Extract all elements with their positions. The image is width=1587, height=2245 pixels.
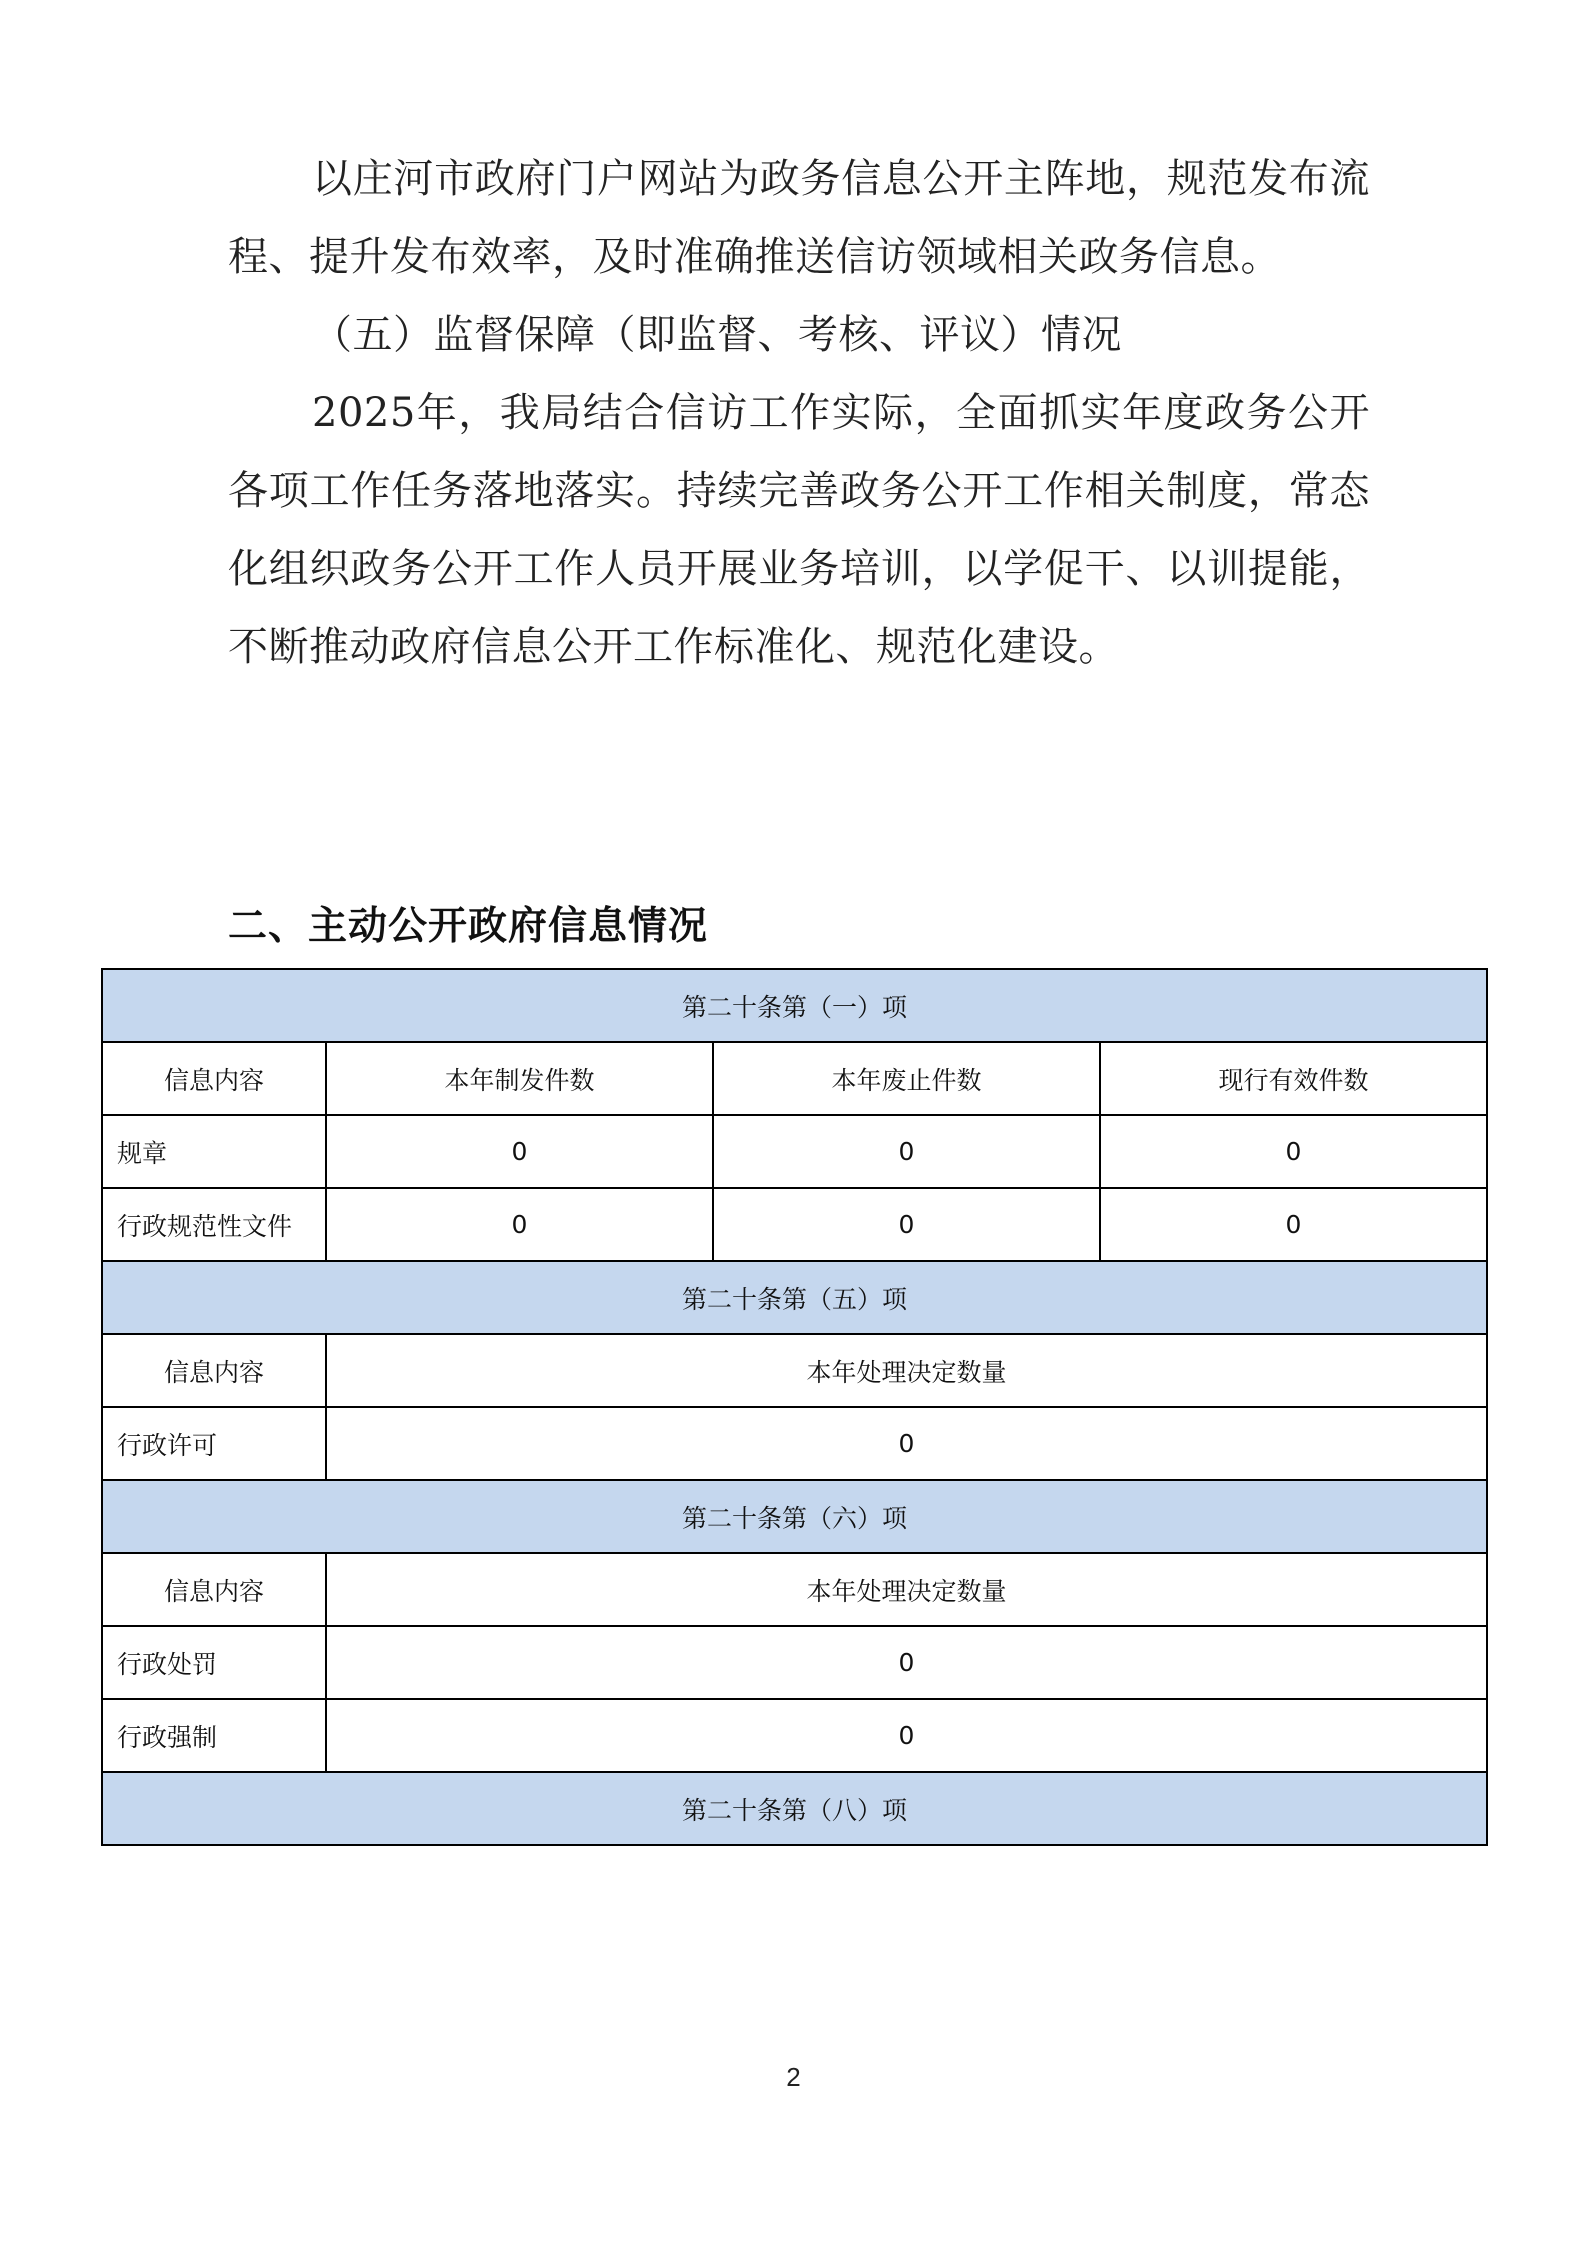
table-row	[102, 1407, 1487, 1480]
cell-admin-penalty-count: 0	[326, 1626, 1487, 1699]
table-row	[102, 1115, 1487, 1188]
section-band-article-20-8: 第二十条第（八）项	[102, 1772, 1487, 1845]
table-row	[102, 1188, 1487, 1261]
cell-admin-license-count: 0	[326, 1407, 1487, 1480]
cell-regulations-effective: 0	[1100, 1115, 1487, 1188]
column-header-info-content-2: 信息内容	[102, 1334, 326, 1407]
proactive-disclosure-table-wrapper	[101, 968, 1486, 1846]
table-row	[102, 1553, 1487, 1626]
cell-normative-repealed: 0	[713, 1188, 1100, 1261]
column-header-effective-count: 现行有效件数	[1100, 1042, 1487, 1115]
section-band-article-20-1: 第二十条第（一）项	[102, 969, 1487, 1042]
row-label-normative-documents: 行政规范性文件	[102, 1188, 326, 1261]
column-header-info-content-1: 信息内容	[102, 1042, 326, 1115]
paragraph-portal-publishing: 以庄河市政府门户网站为政务信息公开主阵地，规范发布流程、提升发布效率，及时准确推送信访领域相关政务信息。	[228, 156, 1370, 280]
table-row	[102, 1042, 1487, 1115]
table-row	[102, 1334, 1487, 1407]
cell-regulations-issued: 0	[326, 1115, 713, 1188]
paragraph-supervision-2025: 2025年，我局结合信访工作实际，全面抓实年度政务公开各项工作任务落地落实。持续完善政务公开工作相关制度，常态化组织政务公开工作人员开展业务培训，以学促干、以训提能，不断推动政府信息公开工作标准化、规范化建设。	[228, 390, 1370, 670]
cell-admin-coercion-count: 0	[326, 1699, 1487, 1772]
cell-normative-effective: 0	[1100, 1188, 1487, 1261]
cell-normative-issued: 0	[326, 1188, 713, 1261]
table-row	[102, 1480, 1487, 1553]
row-label-admin-penalty: 行政处罚	[102, 1626, 326, 1699]
table-row	[102, 1626, 1487, 1699]
row-label-regulations: 规章	[102, 1115, 326, 1188]
table-row	[102, 969, 1487, 1042]
section-band-article-20-5: 第二十条第（五）项	[102, 1261, 1487, 1334]
proactive-disclosure-table	[101, 968, 1488, 1846]
cell-regulations-repealed: 0	[713, 1115, 1100, 1188]
column-header-decisions-count-5: 本年处理决定数量	[326, 1334, 1487, 1407]
section-band-article-20-6: 第二十条第（六）项	[102, 1480, 1487, 1553]
table-row	[102, 1261, 1487, 1334]
column-header-info-content-3: 信息内容	[102, 1553, 326, 1626]
table-row	[102, 1772, 1487, 1845]
column-header-decisions-count-6: 本年处理决定数量	[326, 1553, 1487, 1626]
row-label-admin-coercion: 行政强制	[102, 1699, 326, 1772]
row-label-admin-license: 行政许可	[102, 1407, 326, 1480]
body-text-block	[228, 140, 1370, 686]
column-header-issued-count: 本年制发件数	[326, 1042, 713, 1115]
table-row	[102, 1699, 1487, 1772]
column-header-repealed-count: 本年废止件数	[713, 1042, 1100, 1115]
page-number: 2	[786, 2062, 801, 2092]
page-title: 二、主动公开政府信息情况	[228, 905, 709, 948]
paragraph-subsection-five-heading: （五）监督保障（即监督、考核、评议）情况	[312, 312, 1122, 358]
